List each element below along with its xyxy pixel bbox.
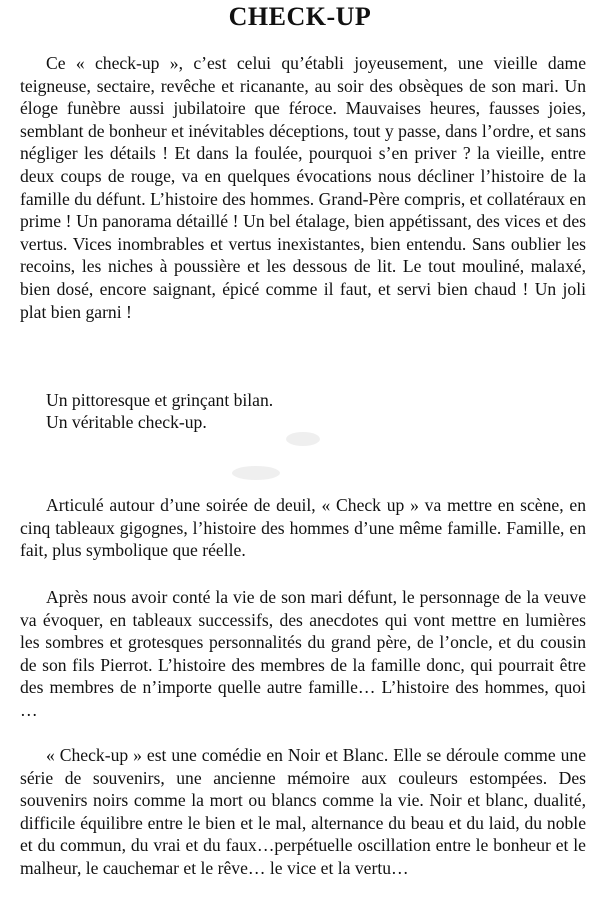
story-paragraph: Après nous avoir conté la vie de son mari défunt, le personnage de la veuve va évoquer, en tableaux successifs, des anecdotes qui vont mettre en lumières les sombres et grotesques personnalités du grand père, de l’oncle, et du cousin de son fils Pierrot. L’histoire des membres de la famille donc, qui pourrait être des membres de n’importe quelle autre famille… L’histoire des hommes, quoi … bbox=[20, 587, 586, 720]
synopsis-paragraph: Articulé autour d’une soirée de deuil, « Check up » va mettre en scène, en cinq tableaux gigognes, l’histoire des hommes d’une même famille. Famille, en fait, plus symbolique que réelle. bbox=[20, 495, 586, 561]
print-smudge bbox=[286, 432, 320, 446]
document-title: CHECK-UP bbox=[228, 2, 372, 31]
style-paragraph: « Check-up » est une comédie en Noir et Blanc. Elle se déroule comme une série de souvenirs, une ancienne mémoire aux couleurs estompées. Des souvenirs noirs comme la mort ou blancs comme la vie. Noir et blanc, dualité, difficile équilibre entre le bien et le mal, alternance du beau et du laid, du noble et du commun, du vrai et du faux…perpétuelle oscillation entre le bonheur et le malheur, le cauchemar et le rêve… le vice et la vertu… bbox=[20, 745, 586, 878]
intro-paragraph: Ce « check-up », c’est celui qu’établi joyeusement, une vieille dame teigneuse, sectaire, revêche et ricanante, au soir des obsèques de son mari. Un éloge funèbre aussi jubilatoire que féroce. Mauvaises heures, fausses joies, semblant de bonheur et inévitables déceptions, tout y passe, dans l’ordre, et sans négliger les détails ! Et dans la foulée, pourquoi s’en priver ? la vieille, entre deux coups de rouge, va en quelques évocations nous décliner l’histoire de la famille du défunt. L’histoire des hommes. Grand-Père compris, et collatéraux en prime ! Un panorama détaillé ! Un bel étalage, bien appétissant, des vices et des vertus. Vices inombrables et vertus inexistantes, bien entendu. Sans oublier les recoins, les niches à poussière et les dessous de lit. Le tout mouliné, malaxé, bien dosé, encore saignant, épicé comme il faut, et servi bien chaud ! Un joli plat bien garni ! bbox=[20, 53, 586, 322]
summary-line-2: Un véritable check-up. bbox=[46, 412, 207, 432]
print-smudge bbox=[232, 466, 280, 480]
summary-line-1: Un pittoresque et grinçant bilan. bbox=[46, 390, 274, 410]
